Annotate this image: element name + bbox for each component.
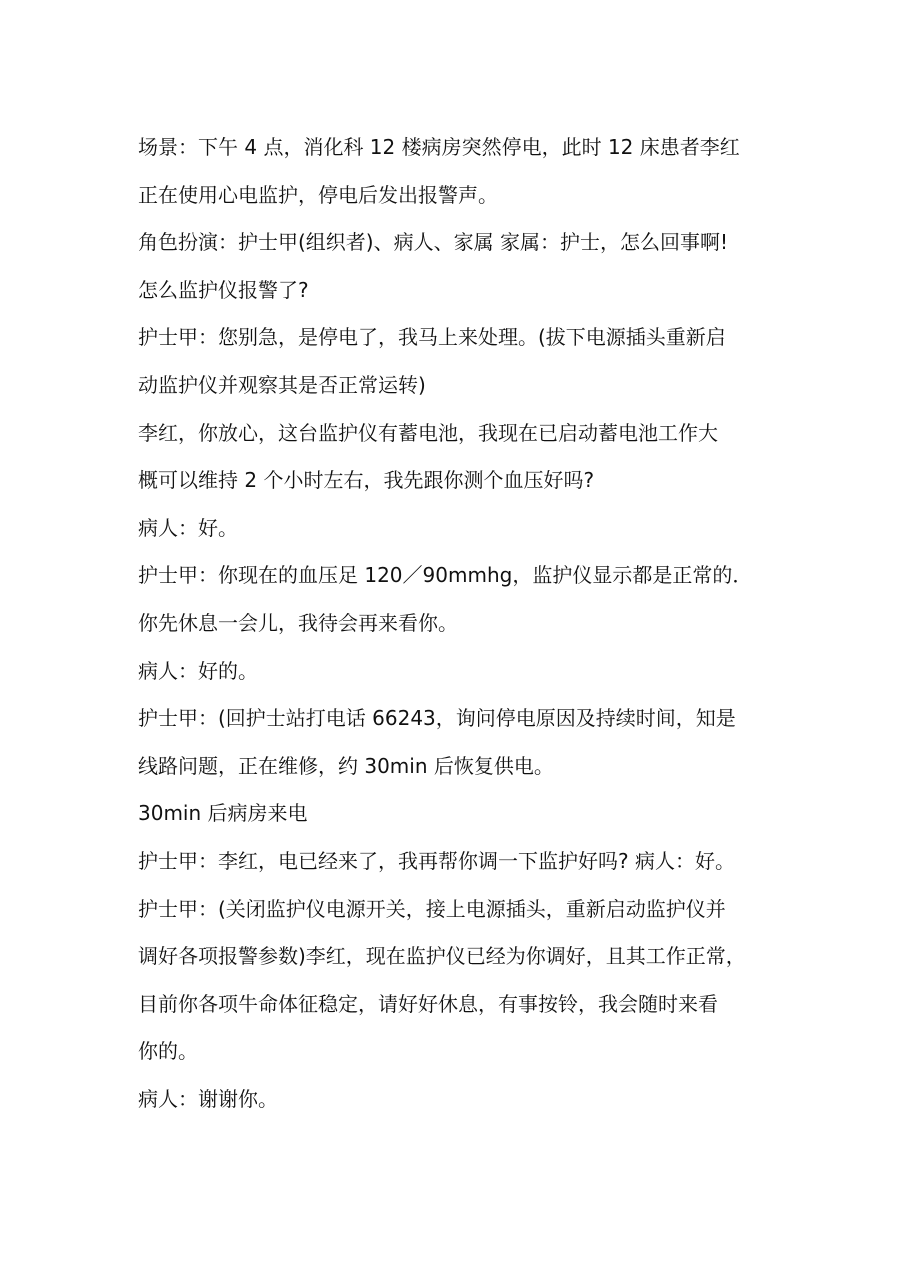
text-line: 目前你各项牛命体征稳定，请好好休息，有事按铃，我会随时来看 (138, 991, 718, 1016)
text-line: 你的。 (138, 1039, 198, 1064)
text-line: 病人：好的。 (138, 658, 258, 683)
text-line: 动监护仪并观察其是否正常运转) (138, 372, 426, 397)
text-line: 怎么监护仪报警了? (138, 277, 309, 302)
text-line: 场景：下午 4 点，消化科 12 楼病房突然停电，此时 12 床患者李红 (138, 135, 740, 159)
text-line: 角色扮演：护士甲(组织者)、病人、家属 家属：护士，怎么回事啊! (138, 230, 728, 255)
text-line: 护士甲：您别急，是停电了，我马上来处理。(拔下电源插头重新启 (138, 325, 726, 350)
text-line: 线路问题，正在维修，约 30min 后恢复供电。 (138, 753, 554, 778)
text-line: 概可以维持 2 个小时左右，我先跟你测个血压好吗? (138, 468, 595, 493)
text-line: 护士甲：李红，电已经来了，我再帮你调一下监护好吗? 病人：好。 (138, 848, 735, 873)
text-line: 护士甲：你现在的血压足 120／90mmhg，监护仪显示都是正常的． (138, 563, 753, 588)
text-line: 调好各项报警参数)李红，现在监护仪已经为你调好，且其工作正常， (138, 944, 746, 969)
text-line: 护士甲：(关闭监护仪电源开关，接上电源插头，重新启动监护仪并 (138, 896, 726, 921)
document-body (138, 124, 788, 1123)
text-line: 护士甲：(回护士站打电话 66243，询问停电原因及持续时间，知是 (138, 706, 736, 731)
text-line: 病人：谢谢你。 (138, 1086, 278, 1111)
text-line: 你先休息一会儿，我待会再来看你。 (138, 610, 458, 635)
text-line: 正在使用心电监护，停电后发出报警声。 (138, 182, 498, 207)
text-line: 30min 后病房来电 (138, 801, 308, 826)
text-line: 病人：好。 (138, 515, 238, 540)
text-line: 李红，你放心，这台监护仪有蓄电池，我现在已启动蓄电池工作大 (138, 420, 718, 445)
